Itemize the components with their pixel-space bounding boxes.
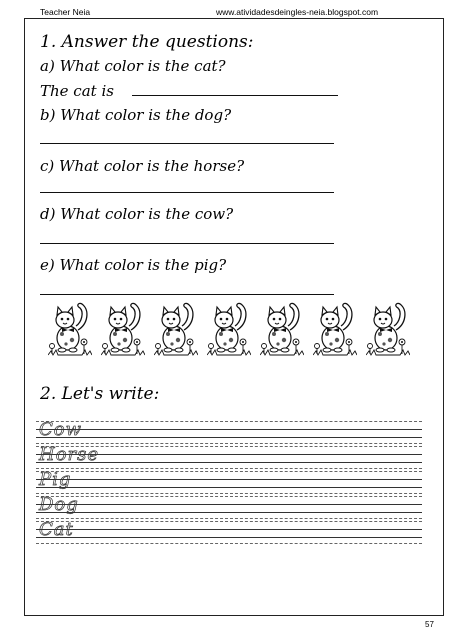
trace-word: Pig — [39, 469, 72, 490]
guide-line — [36, 529, 422, 530]
answer-line-a[interactable] — [132, 95, 338, 96]
guide-line — [36, 496, 422, 497]
question-d: d) What color is the cow? — [40, 205, 234, 223]
answer-line-e[interactable] — [40, 294, 334, 295]
answer-line-b[interactable] — [40, 143, 334, 144]
guide-line — [36, 471, 422, 472]
guide-line — [36, 479, 422, 480]
section-2-title: 2. Let's write: — [40, 384, 160, 404]
guide-line — [36, 487, 422, 488]
trace-word: Horse — [39, 444, 100, 465]
cat-picture-row — [38, 300, 418, 360]
guide-line — [36, 537, 422, 538]
question-a: a) What color is the cat? — [40, 57, 226, 75]
question-e: e) What color is the pig? — [40, 256, 227, 274]
guide-line — [36, 512, 422, 513]
handwriting-row[interactable] — [36, 521, 422, 545]
cat-with-flowers-icon — [313, 300, 357, 358]
cat-with-flowers-icon — [366, 300, 410, 358]
guide-line — [36, 468, 422, 469]
handwriting-row[interactable] — [36, 471, 422, 495]
answer-line-c[interactable] — [40, 192, 334, 193]
section-1-title: 1. Answer the questions: — [40, 32, 254, 52]
cat-with-flowers-icon — [260, 300, 304, 358]
handwriting-row[interactable] — [36, 421, 422, 445]
question-b: b) What color is the dog? — [40, 106, 232, 124]
trace-word: Cat — [39, 519, 74, 540]
cat-with-flowers-icon — [48, 300, 92, 358]
guide-line — [36, 543, 422, 544]
cat-with-flowers-icon — [101, 300, 145, 358]
question-c: c) What color is the horse? — [40, 157, 245, 175]
handwriting-row[interactable] — [36, 446, 422, 470]
guide-line — [36, 421, 422, 422]
guide-line — [36, 521, 422, 522]
handwriting-row[interactable] — [36, 496, 422, 520]
answer-prefix-a: The cat is — [40, 82, 114, 100]
cat-with-flowers-icon — [207, 300, 251, 358]
answer-line-d[interactable] — [40, 243, 334, 244]
header-website: www.atividadesdeingles-neia.blogspot.com — [216, 7, 379, 17]
page-number: 57 — [425, 620, 434, 629]
guide-line — [36, 429, 422, 430]
guide-line — [36, 493, 422, 494]
cat-with-flowers-icon — [154, 300, 198, 358]
guide-line — [36, 504, 422, 505]
guide-line — [36, 518, 422, 519]
header-author: Teacher Neia — [40, 7, 91, 17]
trace-word: Cow — [39, 419, 83, 440]
guide-line — [36, 437, 422, 438]
trace-word: Dog — [39, 494, 79, 515]
